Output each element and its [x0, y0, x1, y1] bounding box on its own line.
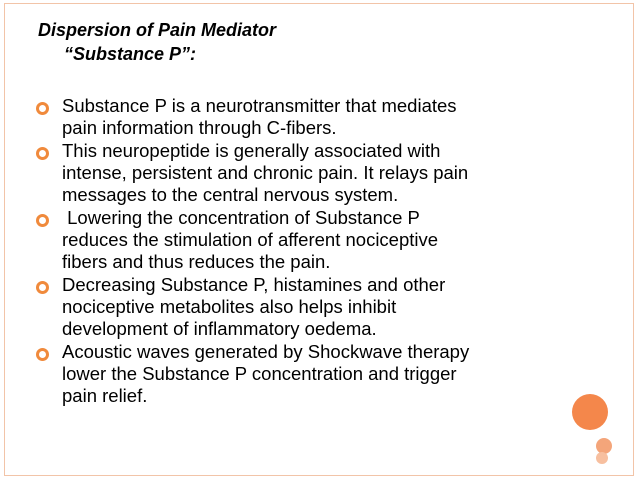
ring-bullet-icon: [36, 281, 49, 294]
ring-bullet-icon: [36, 214, 49, 227]
slide-heading: [38, 18, 276, 66]
decorative-circle-small: [596, 452, 608, 464]
bullet-line: Substance P is a neurotransmitter that mediates: [62, 95, 457, 116]
heading-line-2: “Substance P”:: [64, 44, 197, 64]
bullet-line: intense, persistent and chronic pain. It relays pain: [62, 162, 469, 183]
bullet-line: Lowering the concentration of Substance P: [62, 207, 420, 228]
bullet-line: pain information through C-fibers.: [62, 117, 337, 138]
bullet-item: [36, 140, 536, 206]
bullet-line: fibers and thus reduces the pain.: [62, 251, 331, 272]
bullet-line: lower the Substance P concentration and trigger: [62, 363, 457, 384]
slide-border-left: [4, 3, 5, 476]
bullet-item: [36, 207, 536, 273]
bullet-item: [36, 341, 536, 407]
bullet-line: nociceptive metabolites also helps inhibit: [62, 296, 397, 317]
bullet-line: Decreasing Substance P, histamines and other: [62, 274, 446, 295]
slide-border-bottom: [4, 475, 634, 476]
bullet-list: [36, 95, 536, 408]
heading-line-1: Dispersion of Pain Mediator: [38, 20, 277, 40]
ring-bullet-icon: [36, 147, 49, 160]
bullet-item: [36, 95, 536, 139]
ring-bullet-icon: [36, 102, 49, 115]
bullet-line: pain relief.: [62, 385, 148, 406]
decorative-circle-large: [572, 394, 608, 430]
bullet-line: Acoustic waves generated by Shockwave therapy: [62, 341, 470, 362]
bullet-line: messages to the central nervous system.: [62, 184, 399, 205]
bullet-line: reduces the stimulation of afferent nociceptive: [62, 229, 439, 250]
slide-border-top: [4, 3, 634, 4]
bullet-item: [36, 274, 536, 340]
slide-border-right: [633, 3, 634, 476]
bullet-line: development of inflammatory oedema.: [62, 318, 377, 339]
ring-bullet-icon: [36, 348, 49, 361]
bullet-line: This neuropeptide is generally associated with: [62, 140, 441, 161]
